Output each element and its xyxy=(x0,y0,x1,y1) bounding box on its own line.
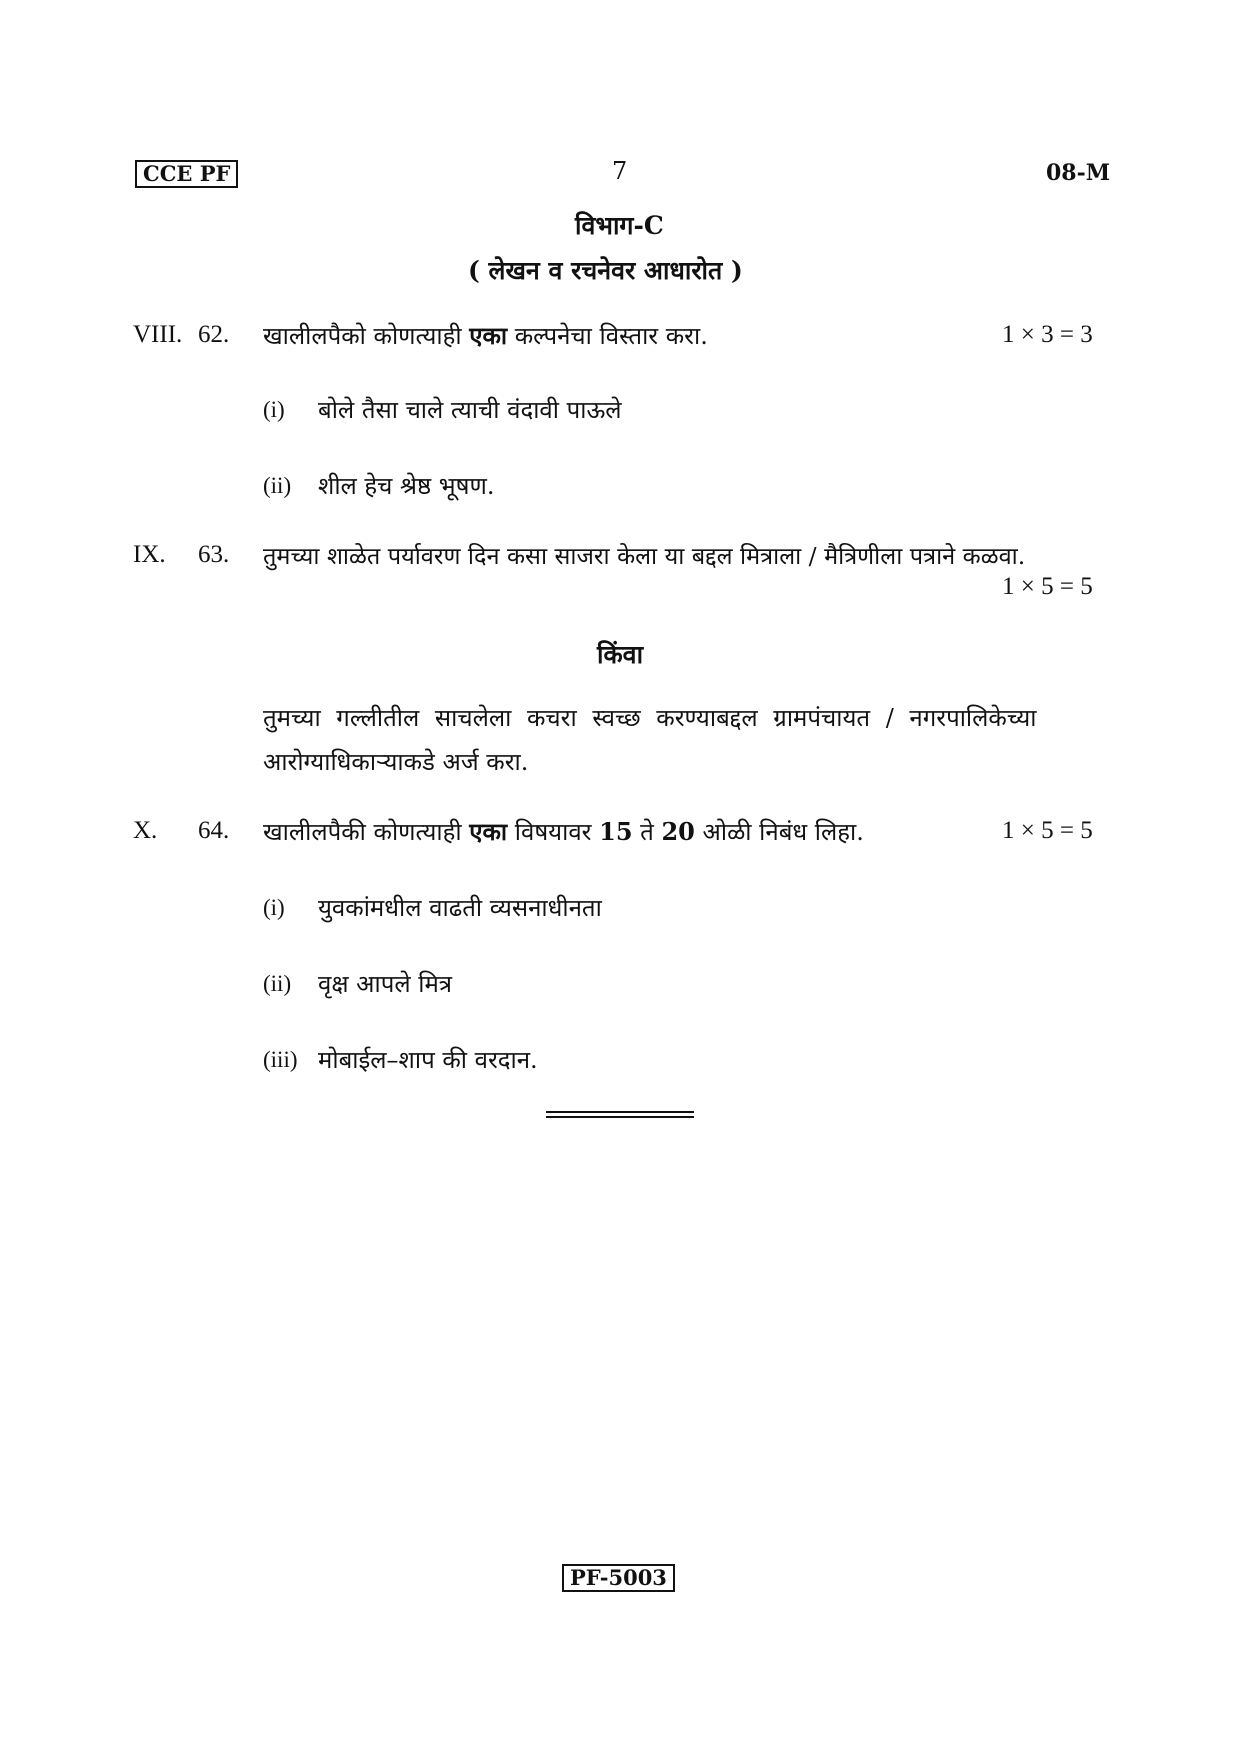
option-text: शील हेच श्रेष्ठ भूषण. xyxy=(318,472,495,500)
question-text-part: ते xyxy=(632,818,662,846)
option-label: (i) xyxy=(263,397,285,422)
footer-code-box xyxy=(562,1564,675,1592)
question-text xyxy=(263,319,708,352)
end-divider xyxy=(546,1111,694,1113)
paper-code-box xyxy=(135,160,238,188)
question-roman-numeral: VIII. xyxy=(133,321,183,348)
question-marks: 1 × 5 = 5 xyxy=(1002,817,1093,844)
question-number: 63. xyxy=(198,541,230,568)
footer-code: PF-5003 xyxy=(570,1565,667,1590)
option-text: युवकांमधील वाढती व्यसनाधीनता xyxy=(318,894,602,922)
paper-code: CCE PF xyxy=(143,161,231,186)
alternative-question-text: तुमच्या गल्लीतील साचलेला कचरा स्वच्छ करण्याबद्दल ग्रामपंचायत / नगरपालिकेच्या xyxy=(263,704,1037,732)
option-text: वृक्ष आपले मित्र xyxy=(318,970,453,998)
question-text-part: कल्पनेचा विस्तार करा. xyxy=(507,322,708,350)
question-roman-numeral: X. xyxy=(133,817,158,844)
question-roman-numeral: IX. xyxy=(133,541,166,568)
question-text-emphasis: 20 xyxy=(661,817,695,846)
or-label: किंवा xyxy=(597,640,644,669)
option-text: मोबाईल–शाप की वरदान. xyxy=(318,1046,538,1074)
option-text: बोले तैसा चाले त्याची वंदावी पाऊले xyxy=(318,396,622,424)
question-number: 64. xyxy=(198,817,230,844)
section-title: विभाग-C xyxy=(575,211,664,240)
question-text-part: विषयावर xyxy=(507,818,600,846)
question-text-part: ओळी निबंध लिहा. xyxy=(694,818,864,846)
question-number: 62. xyxy=(198,321,230,348)
option-label: (ii) xyxy=(263,971,292,996)
question-text xyxy=(263,815,864,848)
question-text-emphasis: एका xyxy=(469,817,508,846)
question-text-part: खालीलपैको कोणत्याही xyxy=(263,322,470,350)
question-marks: 1 × 5 = 5 xyxy=(1002,573,1093,600)
page-number: 7 xyxy=(612,157,628,185)
alternative-question-line: आरोग्याधिकाऱ्याकडे अर्ज करा. xyxy=(263,748,529,776)
question-text: तुमच्या शाळेत पर्यावरण दिन कसा साजरा केला या बद्दल मित्राला / मैत्रिणीला पत्राने कळवा. xyxy=(263,542,1026,570)
option-label: (ii) xyxy=(263,473,292,498)
option-label: (iii) xyxy=(263,1047,298,1072)
alternative-question-line xyxy=(263,701,1115,734)
end-divider xyxy=(546,1116,694,1118)
section-subtitle: ( लेखन व रचनेवर आधारोत ) xyxy=(468,256,743,285)
question-text-emphasis: 15 xyxy=(599,817,633,846)
question-marks: 1 × 3 = 3 xyxy=(1002,321,1093,348)
option-label: (i) xyxy=(263,895,285,920)
question-text-emphasis: एका xyxy=(469,321,508,350)
subject-code: 08-M xyxy=(1046,160,1111,186)
question-text-part: खालीलपैकी कोणत्याही xyxy=(263,818,470,846)
